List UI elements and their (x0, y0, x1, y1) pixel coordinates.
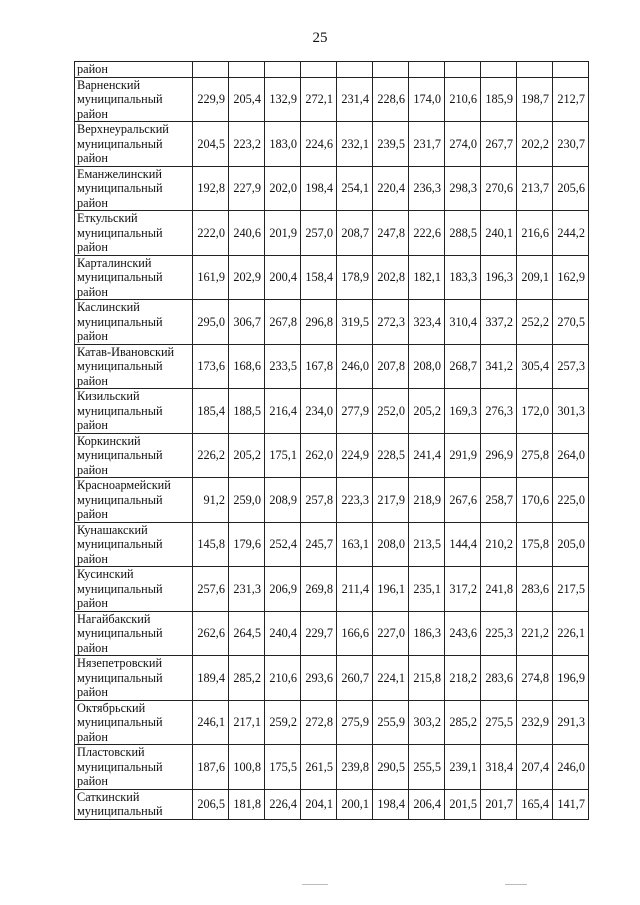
value-cell: 205,2 (409, 389, 445, 434)
district-name-line: район (77, 62, 108, 76)
district-name-line: район (77, 284, 108, 299)
value-cell: 179,6 (229, 522, 265, 567)
value-cell: 231,7 (409, 122, 445, 167)
table-row (75, 62, 589, 78)
value-cell: 172,0 (517, 389, 553, 434)
value-cell: 252,4 (265, 522, 301, 567)
value-cell: 276,3 (481, 389, 517, 434)
district-name-cell (75, 789, 193, 819)
district-name-line: район (77, 596, 108, 610)
value-cell: 200,4 (265, 255, 301, 300)
district-name-line: муниципальный (77, 92, 163, 106)
value-cell: 268,7 (445, 344, 481, 389)
district-name-cell (75, 567, 193, 612)
value-cell: 270,6 (481, 166, 517, 211)
value-cell: 220,4 (373, 166, 409, 211)
value-cell (337, 62, 373, 78)
district-name-line: район (77, 462, 108, 477)
table-row (75, 166, 589, 211)
value-cell: 232,9 (517, 700, 553, 745)
value-cell: 241,8 (481, 567, 517, 612)
table-row (75, 522, 589, 567)
district-name-line: район (77, 106, 108, 121)
district-name-line: Варненский (77, 77, 141, 92)
district-name-line: Каслинский (77, 300, 140, 314)
district-name-cell (75, 122, 193, 167)
value-cell: 277,9 (337, 389, 373, 434)
district-name-line: район (77, 418, 108, 432)
value-cell: 213,5 (409, 522, 445, 567)
value-cell: 228,6 (373, 77, 409, 122)
district-name-line: муниципальный (77, 537, 163, 551)
value-cell: 183,0 (265, 122, 301, 167)
value-cell: 236,3 (409, 166, 445, 211)
value-cell: 198,7 (517, 77, 553, 122)
value-cell: 267,6 (445, 478, 481, 523)
value-cell: 267,8 (265, 300, 301, 345)
table-row (75, 567, 589, 612)
district-name-line: район (77, 373, 108, 388)
value-cell (481, 62, 517, 78)
value-cell: 206,5 (193, 789, 229, 819)
district-name-cell (75, 745, 193, 790)
value-cell: 217,5 (553, 567, 589, 612)
district-name-line: Катав-Ивановский (77, 344, 175, 359)
value-cell: 201,5 (445, 789, 481, 819)
district-name-line: Кунашакский (77, 522, 148, 537)
value-cell: 198,4 (301, 166, 337, 211)
table-row (75, 300, 589, 345)
value-cell: 317,2 (445, 567, 481, 612)
value-cell: 301,3 (553, 389, 589, 434)
district-name-line: Еткульский (77, 211, 138, 225)
value-cell: 158,4 (301, 255, 337, 300)
value-cell: 217,1 (229, 700, 265, 745)
value-cell: 201,7 (481, 789, 517, 819)
value-cell: 295,0 (193, 300, 229, 345)
value-cell: 255,5 (409, 745, 445, 790)
value-cell: 274,0 (445, 122, 481, 167)
district-name-line: район (77, 329, 108, 343)
page-number: 25 (312, 30, 328, 46)
value-cell: 288,5 (445, 211, 481, 256)
value-cell: 246,0 (337, 344, 373, 389)
value-cell: 258,7 (481, 478, 517, 523)
value-cell: 185,4 (193, 389, 229, 434)
value-cell: 254,1 (337, 166, 373, 211)
value-cell: 247,8 (373, 211, 409, 256)
table-row (75, 789, 589, 819)
district-name-line: Коркинский (77, 433, 141, 448)
value-cell: 222,6 (409, 211, 445, 256)
value-cell: 246,1 (193, 700, 229, 745)
table-row (75, 122, 589, 167)
district-name-cell (75, 300, 193, 345)
value-cell: 264,5 (229, 611, 265, 656)
value-cell (553, 62, 589, 78)
value-cell: 246,0 (553, 745, 589, 790)
value-cell (409, 62, 445, 78)
value-cell: 275,9 (337, 700, 373, 745)
district-name-line: район (77, 507, 108, 521)
value-cell: 91,2 (193, 478, 229, 523)
value-cell: 274,8 (517, 656, 553, 701)
value-cell: 202,8 (373, 255, 409, 300)
district-name-line: район (77, 774, 108, 788)
value-cell: 207,4 (517, 745, 553, 790)
value-cell: 275,8 (517, 433, 553, 478)
value-cell: 212,7 (553, 77, 589, 122)
value-cell: 262,6 (193, 611, 229, 656)
value-cell: 178,9 (337, 255, 373, 300)
district-name-line: Нязепетровский (77, 656, 163, 670)
district-name-line: Кизильский (77, 389, 140, 403)
district-name-line: район (77, 240, 108, 254)
value-cell: 166,6 (337, 611, 373, 656)
value-cell: 226,4 (265, 789, 301, 819)
value-cell: 290,5 (373, 745, 409, 790)
value-cell: 218,9 (409, 478, 445, 523)
value-cell: 341,2 (481, 344, 517, 389)
value-cell: 228,5 (373, 433, 409, 478)
value-cell: 189,4 (193, 656, 229, 701)
value-cell: 141,7 (553, 789, 589, 819)
value-cell: 213,7 (517, 166, 553, 211)
value-cell (445, 62, 481, 78)
value-cell: 310,4 (445, 300, 481, 345)
value-cell: 218,2 (445, 656, 481, 701)
value-cell: 285,2 (445, 700, 481, 745)
value-cell: 196,3 (481, 255, 517, 300)
value-cell: 319,5 (337, 300, 373, 345)
value-cell: 223,2 (229, 122, 265, 167)
value-cell: 202,2 (517, 122, 553, 167)
value-cell: 269,8 (301, 567, 337, 612)
value-cell: 239,1 (445, 745, 481, 790)
value-cell: 272,3 (373, 300, 409, 345)
district-name-cell (75, 389, 193, 434)
value-cell: 243,6 (445, 611, 481, 656)
district-name-line: муниципальный (77, 314, 163, 329)
value-cell: 318,4 (481, 745, 517, 790)
value-cell: 210,6 (445, 77, 481, 122)
district-name-cell (75, 255, 193, 300)
table-row (75, 255, 589, 300)
value-cell: 224,6 (301, 122, 337, 167)
value-cell: 229,7 (301, 611, 337, 656)
value-cell: 239,8 (337, 745, 373, 790)
scan-artifact-line (302, 884, 328, 885)
value-cell (193, 62, 229, 78)
value-cell: 230,7 (553, 122, 589, 167)
value-cell: 170,6 (517, 478, 553, 523)
value-cell: 173,6 (193, 344, 229, 389)
value-cell: 234,0 (301, 389, 337, 434)
table-row (75, 77, 589, 122)
value-cell (373, 62, 409, 78)
value-cell: 210,6 (265, 656, 301, 701)
value-cell: 296,8 (301, 300, 337, 345)
value-cell: 207,8 (373, 344, 409, 389)
table-row (75, 700, 589, 745)
value-cell: 211,4 (337, 567, 373, 612)
value-cell: 240,6 (229, 211, 265, 256)
value-cell: 204,5 (193, 122, 229, 167)
district-name-line: Саткинский (77, 789, 140, 804)
district-name-line: муниципальный (77, 448, 163, 462)
district-name-line: муниципальный (77, 270, 163, 284)
value-cell: 255,9 (373, 700, 409, 745)
value-cell: 187,6 (193, 745, 229, 790)
value-cell: 181,8 (229, 789, 265, 819)
table-row (75, 433, 589, 478)
value-cell: 285,2 (229, 656, 265, 701)
value-cell: 291,9 (445, 433, 481, 478)
district-name-cell (75, 656, 193, 701)
value-cell: 270,5 (553, 300, 589, 345)
data-table (74, 61, 589, 820)
district-name-line: муниципальный (77, 403, 163, 418)
district-name-line: Карталинский (77, 255, 152, 270)
district-name-line: Еманжелинский (77, 166, 162, 181)
district-name-cell (75, 166, 193, 211)
district-name-line: муниципальный (77, 225, 163, 240)
table-row (75, 389, 589, 434)
value-cell: 235,1 (409, 567, 445, 612)
value-cell: 305,4 (517, 344, 553, 389)
district-name-line: муниципальный (77, 136, 163, 151)
table-row (75, 478, 589, 523)
value-cell: 252,0 (373, 389, 409, 434)
value-cell: 240,1 (481, 211, 517, 256)
table-row (75, 211, 589, 256)
value-cell: 225,3 (481, 611, 517, 656)
value-cell: 205,0 (553, 522, 589, 567)
value-cell: 245,7 (301, 522, 337, 567)
value-cell: 283,6 (481, 656, 517, 701)
value-cell: 241,4 (409, 433, 445, 478)
value-cell: 227,0 (373, 611, 409, 656)
value-cell: 260,7 (337, 656, 373, 701)
district-name-line: муниципальный (77, 492, 163, 507)
district-name-line: район (77, 551, 108, 566)
value-cell: 208,7 (337, 211, 373, 256)
value-cell: 215,8 (409, 656, 445, 701)
value-cell: 240,4 (265, 611, 301, 656)
value-cell (265, 62, 301, 78)
value-cell: 183,3 (445, 255, 481, 300)
value-cell: 239,5 (373, 122, 409, 167)
value-cell (517, 62, 553, 78)
district-name-line: муниципальный (77, 626, 163, 640)
district-name-line: район (77, 640, 108, 655)
value-cell: 244,2 (553, 211, 589, 256)
value-cell: 174,0 (409, 77, 445, 122)
value-cell: 132,9 (265, 77, 301, 122)
value-cell: 224,1 (373, 656, 409, 701)
district-name-line: муниципальный (77, 804, 163, 818)
value-cell: 175,8 (517, 522, 553, 567)
value-cell: 185,9 (481, 77, 517, 122)
value-cell: 175,5 (265, 745, 301, 790)
value-cell (301, 62, 337, 78)
table-row (75, 344, 589, 389)
value-cell: 169,3 (445, 389, 481, 434)
value-cell: 201,9 (265, 211, 301, 256)
value-cell: 259,0 (229, 478, 265, 523)
value-cell: 175,1 (265, 433, 301, 478)
value-cell: 208,0 (409, 344, 445, 389)
value-cell: 196,9 (553, 656, 589, 701)
value-cell: 205,6 (553, 166, 589, 211)
value-cell: 202,0 (265, 166, 301, 211)
district-name-line: Нагайбакский (77, 611, 151, 626)
value-cell: 231,3 (229, 567, 265, 612)
district-name-line: муниципальный (77, 670, 163, 685)
value-cell: 167,8 (301, 344, 337, 389)
value-cell: 208,9 (265, 478, 301, 523)
value-cell: 337,2 (481, 300, 517, 345)
district-name-line: район (77, 685, 108, 699)
value-cell: 275,5 (481, 700, 517, 745)
value-cell: 306,7 (229, 300, 265, 345)
value-cell: 227,9 (229, 166, 265, 211)
value-cell: 208,0 (373, 522, 409, 567)
value-cell: 216,6 (517, 211, 553, 256)
value-cell: 182,1 (409, 255, 445, 300)
district-name-cell (75, 700, 193, 745)
district-name-cell (75, 433, 193, 478)
value-cell: 229,9 (193, 77, 229, 122)
district-name-line: муниципальный (77, 359, 163, 373)
value-cell: 233,5 (265, 344, 301, 389)
district-name-line: район (77, 151, 108, 165)
district-name-cell (75, 62, 193, 78)
district-name-line: Пластовский (77, 745, 145, 759)
table-row (75, 656, 589, 701)
value-cell: 298,3 (445, 166, 481, 211)
value-cell: 257,6 (193, 567, 229, 612)
value-cell: 210,2 (481, 522, 517, 567)
value-cell: 161,9 (193, 255, 229, 300)
district-name-cell (75, 522, 193, 567)
value-cell: 226,2 (193, 433, 229, 478)
district-name-line: муниципальный (77, 715, 163, 729)
value-cell: 162,9 (553, 255, 589, 300)
value-cell: 217,9 (373, 478, 409, 523)
value-cell: 272,8 (301, 700, 337, 745)
district-name-line: район (77, 729, 108, 744)
value-cell: 206,4 (409, 789, 445, 819)
value-cell: 168,6 (229, 344, 265, 389)
district-name-line: Верхнеуральский (77, 122, 169, 136)
table-row (75, 745, 589, 790)
value-cell: 323,4 (409, 300, 445, 345)
value-cell: 283,6 (517, 567, 553, 612)
value-cell: 204,1 (301, 789, 337, 819)
district-name-cell (75, 77, 193, 122)
value-cell: 303,2 (409, 700, 445, 745)
value-cell (229, 62, 265, 78)
district-name-line: муниципальный (77, 581, 163, 596)
district-name-line: муниципальный (77, 759, 163, 774)
value-cell: 144,4 (445, 522, 481, 567)
value-cell: 264,0 (553, 433, 589, 478)
value-cell: 165,4 (517, 789, 553, 819)
value-cell: 205,4 (229, 77, 265, 122)
value-cell: 231,4 (337, 77, 373, 122)
district-name-line: Красноармейский (77, 478, 171, 492)
value-cell: 272,1 (301, 77, 337, 122)
district-name-line: Кусинский (77, 567, 134, 581)
value-cell: 224,9 (337, 433, 373, 478)
value-cell: 222,0 (193, 211, 229, 256)
value-cell: 186,3 (409, 611, 445, 656)
table-row (75, 611, 589, 656)
value-cell: 196,1 (373, 567, 409, 612)
value-cell: 192,8 (193, 166, 229, 211)
value-cell: 198,4 (373, 789, 409, 819)
value-cell: 267,7 (481, 122, 517, 167)
scan-artifact-line (505, 884, 527, 885)
value-cell: 257,3 (553, 344, 589, 389)
value-cell: 209,1 (517, 255, 553, 300)
district-name-cell (75, 478, 193, 523)
value-cell: 259,2 (265, 700, 301, 745)
value-cell: 223,3 (337, 478, 373, 523)
value-cell: 202,9 (229, 255, 265, 300)
value-cell: 206,9 (265, 567, 301, 612)
value-cell: 216,4 (265, 389, 301, 434)
district-name-cell (75, 344, 193, 389)
value-cell: 257,0 (301, 211, 337, 256)
value-cell: 221,2 (517, 611, 553, 656)
value-cell: 262,0 (301, 433, 337, 478)
value-cell: 200,1 (337, 789, 373, 819)
value-cell: 293,6 (301, 656, 337, 701)
value-cell: 252,2 (517, 300, 553, 345)
value-cell: 232,1 (337, 122, 373, 167)
table-body (75, 62, 589, 820)
value-cell: 261,5 (301, 745, 337, 790)
value-cell: 188,5 (229, 389, 265, 434)
value-cell: 291,3 (553, 700, 589, 745)
district-name-line: район (77, 195, 108, 210)
value-cell: 163,1 (337, 522, 373, 567)
value-cell: 205,2 (229, 433, 265, 478)
district-name-cell (75, 611, 193, 656)
value-cell: 296,9 (481, 433, 517, 478)
value-cell: 145,8 (193, 522, 229, 567)
district-name-line: муниципальный (77, 181, 163, 195)
value-cell: 226,1 (553, 611, 589, 656)
value-cell: 257,8 (301, 478, 337, 523)
district-name-line: Октябрьский (77, 700, 146, 715)
district-name-cell (75, 211, 193, 256)
value-cell: 100,8 (229, 745, 265, 790)
value-cell: 225,0 (553, 478, 589, 523)
